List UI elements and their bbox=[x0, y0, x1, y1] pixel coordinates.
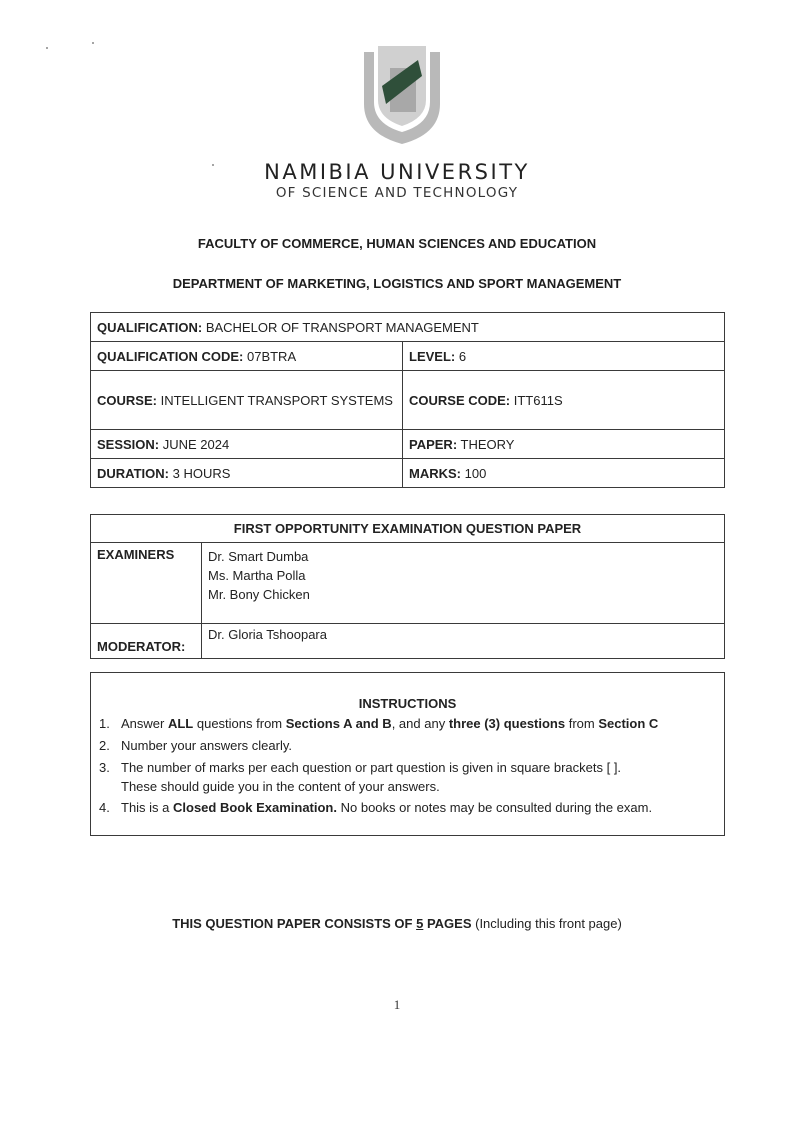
course-value: INTELLIGENT TRANSPORT SYSTEMS bbox=[160, 392, 393, 408]
paper-value: THEORY bbox=[460, 436, 515, 452]
qualification-code-label: QUALIFICATION CODE: bbox=[97, 348, 244, 364]
instruction-number: 1. bbox=[99, 716, 110, 731]
instructions-box bbox=[90, 672, 725, 836]
instruction-number: 4. bbox=[99, 800, 110, 815]
examiner-name: Dr. Smart Dumba bbox=[208, 549, 309, 564]
instructions-title: INSTRUCTIONS bbox=[358, 696, 457, 711]
qualification-value: BACHELOR OF TRANSPORT MANAGEMENT bbox=[205, 319, 479, 335]
instruction-text: Number your answers clearly. bbox=[121, 738, 292, 753]
scan-speck bbox=[46, 47, 48, 49]
level-value: 6 bbox=[458, 348, 467, 364]
qualification-table bbox=[90, 312, 725, 488]
marks-cell bbox=[403, 459, 725, 488]
examiner-name: Ms. Martha Polla bbox=[208, 568, 306, 583]
instruction-text: , and any bbox=[391, 716, 449, 731]
university-subtitle: OF SCIENCE AND TECHNOLOGY bbox=[275, 185, 519, 201]
page-number: 1 bbox=[393, 997, 401, 1012]
course-label: COURSE: bbox=[97, 392, 157, 408]
course-code-label: COURSE CODE: bbox=[409, 392, 511, 408]
instruction-number: 2. bbox=[99, 738, 110, 753]
examiners-list bbox=[202, 543, 725, 624]
instruction-emphasis: Closed Book Examination. bbox=[173, 800, 337, 815]
page-count-suffix: PAGES bbox=[423, 916, 472, 931]
scan-speck bbox=[92, 42, 94, 44]
instruction-item bbox=[99, 714, 719, 733]
instruction-emphasis: Section C bbox=[598, 716, 659, 731]
instruction-emphasis: Sections A and B bbox=[285, 716, 392, 731]
qualification-code-cell bbox=[91, 342, 403, 371]
instruction-emphasis: three (3) questions bbox=[448, 716, 566, 731]
duration-label: DURATION: bbox=[97, 465, 169, 481]
course-cell bbox=[91, 371, 403, 430]
instruction-number: 3. bbox=[99, 760, 110, 775]
instruction-text: No books or notes may be consulted during the exam. bbox=[337, 800, 653, 815]
page-count-value: 5 bbox=[416, 916, 424, 931]
course-code-cell bbox=[403, 371, 725, 430]
session-value: JUNE 2024 bbox=[162, 436, 230, 452]
paper-label: PAPER: bbox=[409, 436, 458, 452]
examiners-label: EXAMINERS bbox=[91, 543, 202, 624]
qualification-label: QUALIFICATION: bbox=[97, 319, 203, 335]
exam-paper-title: FIRST OPPORTUNITY EXAMINATION QUESTION PAPER bbox=[91, 515, 725, 543]
course-code-value: ITT611S bbox=[513, 392, 563, 408]
moderator-name: Dr. Gloria Tshoopara bbox=[202, 624, 725, 659]
qualification-code-value: 07BTRA bbox=[246, 348, 297, 364]
qualification-cell bbox=[91, 313, 725, 342]
instruction-text: The number of marks per each question or part question is given in square brackets [ ]. bbox=[121, 760, 622, 775]
session-cell bbox=[91, 430, 403, 459]
instruction-emphasis: ALL bbox=[167, 716, 194, 731]
page-count-note-text: (Including this front page) bbox=[471, 916, 622, 931]
examination-table bbox=[90, 514, 725, 659]
instruction-text: questions from bbox=[193, 716, 286, 731]
level-label: LEVEL: bbox=[409, 348, 456, 364]
marks-label: MARKS: bbox=[409, 465, 461, 481]
paper-cell bbox=[403, 430, 725, 459]
duration-cell bbox=[91, 459, 403, 488]
instruction-item bbox=[99, 758, 719, 796]
session-label: SESSION: bbox=[97, 436, 160, 452]
level-cell bbox=[403, 342, 725, 371]
examiner-name: Mr. Bony Chicken bbox=[208, 587, 310, 602]
page-count-prefix: THIS QUESTION PAPER CONSISTS OF bbox=[172, 916, 417, 931]
instruction-text: These should guide you in the content of your answers. bbox=[121, 779, 440, 794]
instruction-item bbox=[99, 798, 719, 817]
instruction-item bbox=[99, 736, 719, 755]
department-heading: DEPARTMENT OF MARKETING, LOGISTICS AND SPORT MANAGEMENT bbox=[172, 276, 622, 291]
instruction-text: Answer bbox=[121, 716, 168, 731]
faculty-heading: FACULTY OF COMMERCE, HUMAN SCIENCES AND EDUCATION bbox=[197, 236, 597, 251]
nust-shield-logo-icon bbox=[356, 42, 448, 146]
page-count-note bbox=[0, 916, 794, 931]
instruction-text: This is a bbox=[121, 800, 174, 815]
moderator-label: MODERATOR: bbox=[91, 624, 202, 659]
marks-value: 100 bbox=[464, 465, 487, 481]
instruction-text: from bbox=[565, 716, 599, 731]
duration-value: 3 HOURS bbox=[172, 465, 231, 481]
university-name: NAMIBIA UNIVERSITY bbox=[264, 160, 530, 184]
scan-speck bbox=[212, 164, 214, 166]
